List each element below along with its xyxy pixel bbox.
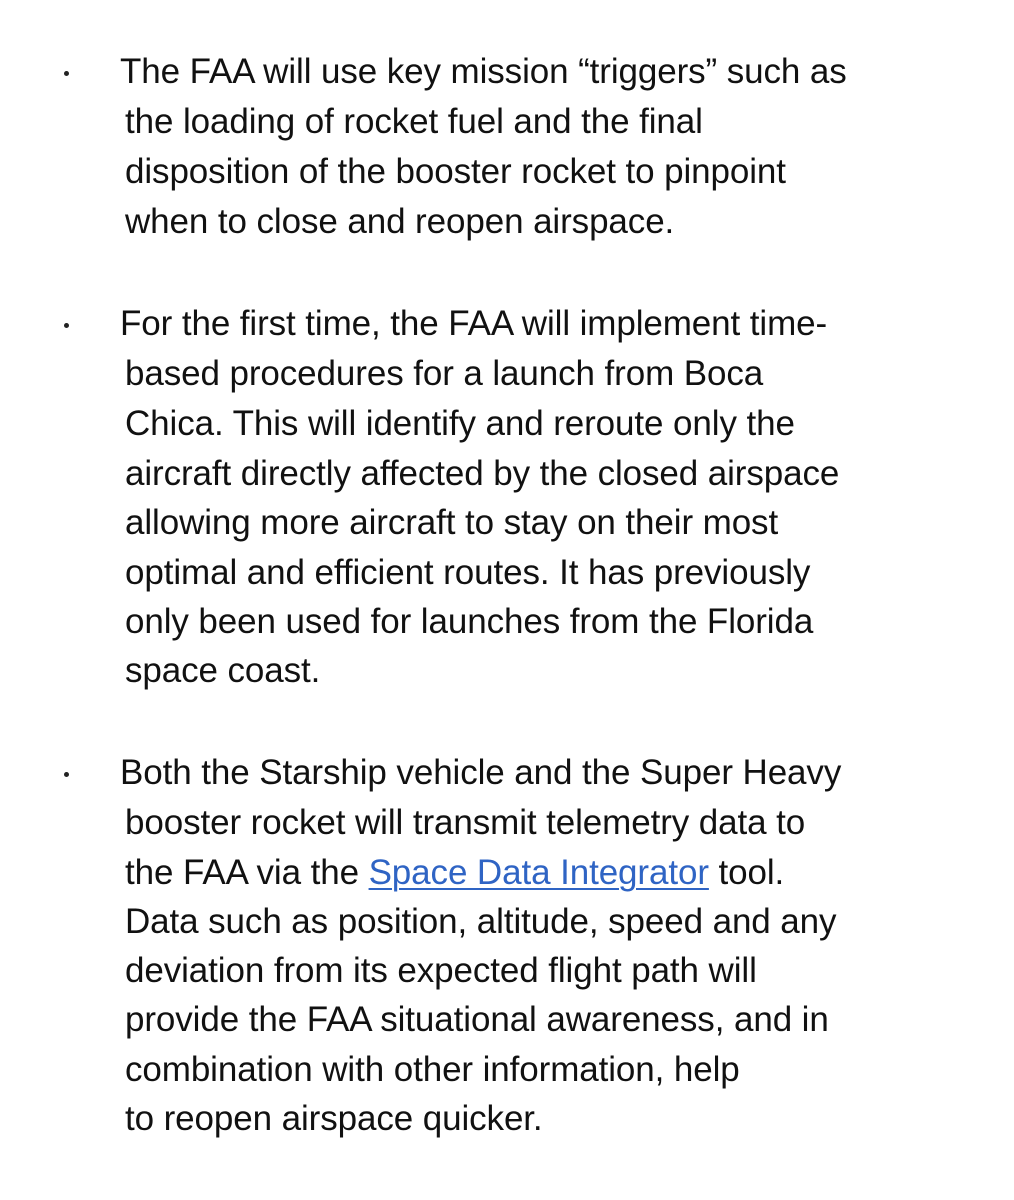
bullet-3-line-4: Data such as position, altitude, speed and any	[125, 902, 837, 941]
bullet-3-line-3	[125, 853, 784, 893]
bullet-dot-icon	[64, 772, 69, 777]
bullet-2-line-4: aircraft directly affected by the closed airspace	[125, 454, 840, 493]
bullet-2-line-3: Chica. This will identify and reroute only the	[125, 404, 795, 443]
bullet-1-line-2: the loading of rocket fuel and the final	[125, 102, 703, 141]
bullet-2-line-1: For the first time, the FAA will implement time-	[120, 304, 828, 343]
bullet-3-line-8: to reopen airspace quicker.	[125, 1099, 543, 1138]
bullet-2-line-8: space coast.	[125, 651, 321, 690]
bullet-3-line-6: provide the FAA situational awareness, and in	[125, 1000, 829, 1039]
bullet-2-line-6: optimal and efficient routes. It has previously	[125, 553, 811, 592]
bullet-3-line-1: Both the Starship vehicle and the Super Heavy	[120, 753, 842, 792]
space-data-integrator-link[interactable]: Space Data Integrator	[368, 853, 709, 892]
bullet-2-line-7: only been used for launches from the Florida	[125, 602, 814, 641]
bullet-3-line-5: deviation from its expected flight path will	[125, 951, 757, 990]
bullet-1-line-3: disposition of the booster rocket to pinpoint	[125, 152, 786, 191]
bullet-dot-icon	[64, 323, 69, 328]
bullet-1-line-1: The FAA will use key mission “triggers” such as	[120, 52, 847, 91]
bullet-3-line-2: booster rocket will transmit telemetry data to	[125, 803, 806, 842]
line-text-before-link: the FAA via the	[125, 853, 369, 892]
bullet-1-line-4: when to close and reopen airspace.	[125, 202, 675, 241]
bullet-2-line-2: based procedures for a launch from Boca	[125, 354, 764, 393]
bullet-3-line-7: combination with other information, help	[125, 1050, 740, 1089]
bullet-2-line-5: allowing more aircraft to stay on their most	[125, 503, 779, 542]
line-text-after-link: tool.	[708, 853, 785, 892]
bullet-dot-icon	[64, 71, 69, 76]
